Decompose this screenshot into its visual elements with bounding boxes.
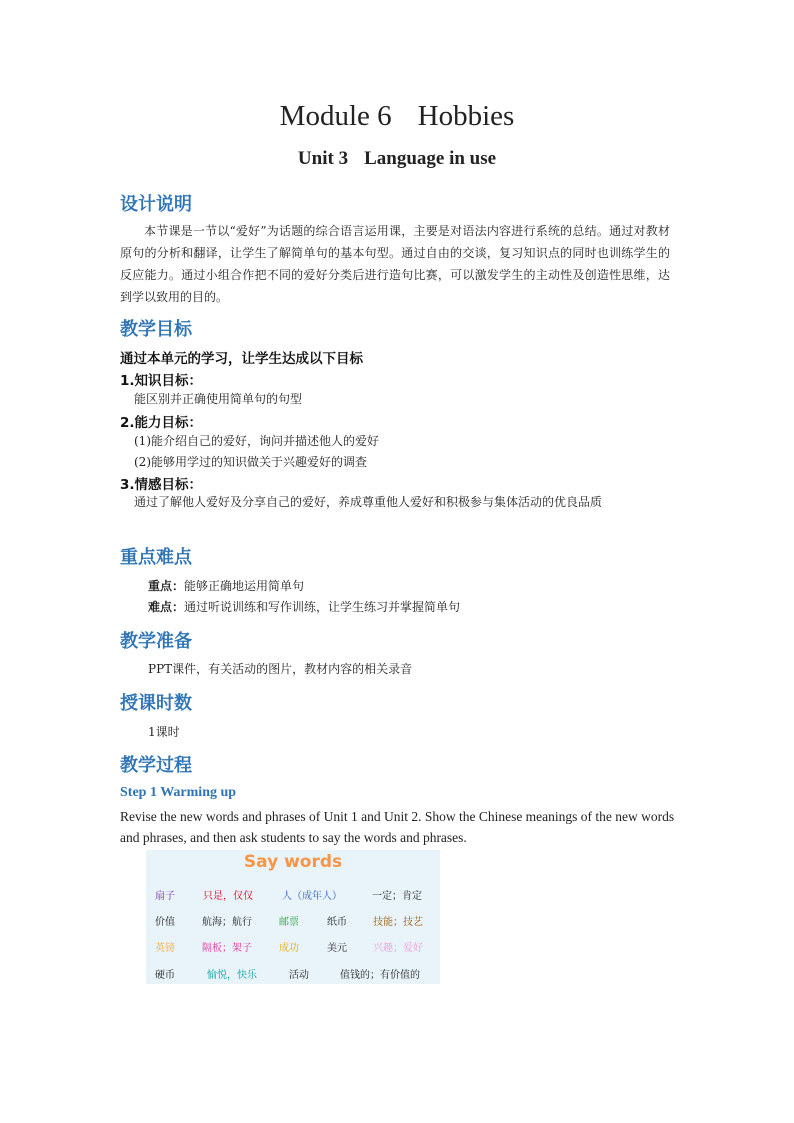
say-words-cell: 航海；航行 [202,917,252,928]
ability-goal-1: (1)能介绍自己的爱好，询问并描述他人的爱好 [134,434,379,448]
key-point [148,577,304,594]
knowledge-goal: 能区别并正确使用简单句的句型 [134,392,303,406]
time-heading: 授课时数 [120,693,192,714]
say-words-cell: 人（成年人） [282,891,342,902]
ability-goal-label: 2.能力目标： [120,415,203,431]
process-heading: 教学过程 [120,755,192,776]
design-paragraph: 本节课是一节以“爱好”为话题的综合语言运用课，主要是对语法内容进行系统的总结。通过对教材原句的分析和翻译，让学生了解简单句的基本句型。通过自由的交谈，复习知识点的同时也训练学生的反应能力。通过小组合作把不同的爱好分类后进行造句比赛，可以激发学生的主动性及创造性思维，达到学以致用的目的。 [120,224,670,304]
say-words-title: Say words [243,852,343,872]
say-words-image [146,850,440,984]
say-words-cell: 兴趣；爱好 [373,943,423,954]
unit-title [0,148,794,170]
say-words-cell: 成功 [279,943,299,954]
emotion-goal-label: 3.情感目标： [120,477,203,493]
module-topic: Hobbies [417,100,515,132]
say-words-cell: 价值 [155,917,175,928]
difficult-point [148,598,460,615]
key-point-label: 重点： [148,579,185,593]
knowledge-goal-label: 1.知识目标： [120,373,203,389]
step1-text: Revise the new words and phrases of Unit 1 and Unit 2. Show the Chinese meanings of the new words and phrases, and then ask students to say the words and phrases. [120,809,675,845]
say-words-cell: 活动 [289,970,309,981]
say-words-cell: 只是，仅仅 [203,891,253,902]
unit-number: Unit 3 [297,148,349,169]
say-words-cell: 纸币 [327,917,347,928]
emotion-goal: 通过了解他人爱好及分享自己的爱好，养成尊重他人爱好和积极参与集体活动的优良品质 [134,495,603,509]
module-title [0,100,794,133]
say-words-cell: 一定；肯定 [372,891,422,902]
module-number: Module 6 [279,100,392,132]
say-words-cell: 隔板；架子 [202,943,252,954]
say-words-cell: 值钱的；有价值的 [340,970,420,981]
ability-goal-2: (2)能够用学过的知识做关于兴趣爱好的调查 [134,455,367,469]
step1-heading: Step 1 Warming up [120,785,237,800]
say-words-cell: 美元 [327,943,347,954]
design-heading: 设计说明 [120,194,192,215]
say-words-cell: 扇子 [155,891,175,902]
say-words-cell: 邮票 [279,917,299,928]
say-words-cell: 愉悦，快乐 [207,970,257,981]
say-words-cell: 硬币 [155,970,175,981]
goals-intro: 通过本单元的学习，让学生达成以下目标 [120,351,363,367]
keypoints-heading: 重点难点 [120,547,192,568]
prep-text: PPT课件，有关活动的图片，教材内容的相关录音 [148,662,413,676]
goals-heading: 教学目标 [120,319,192,340]
say-words-cell: 英镑 [155,943,175,954]
unit-name: Language in use [364,148,497,169]
say-words-cell: 技能；技艺 [373,917,423,928]
key-point-text: 能够正确地运用简单句 [184,579,305,593]
prep-heading: 教学准备 [120,631,192,652]
difficult-point-text: 通过听说训练和写作训练，让学生练习并掌握简单句 [184,600,461,614]
time-text: 1课时 [148,725,180,739]
difficult-point-label: 难点： [148,600,185,614]
